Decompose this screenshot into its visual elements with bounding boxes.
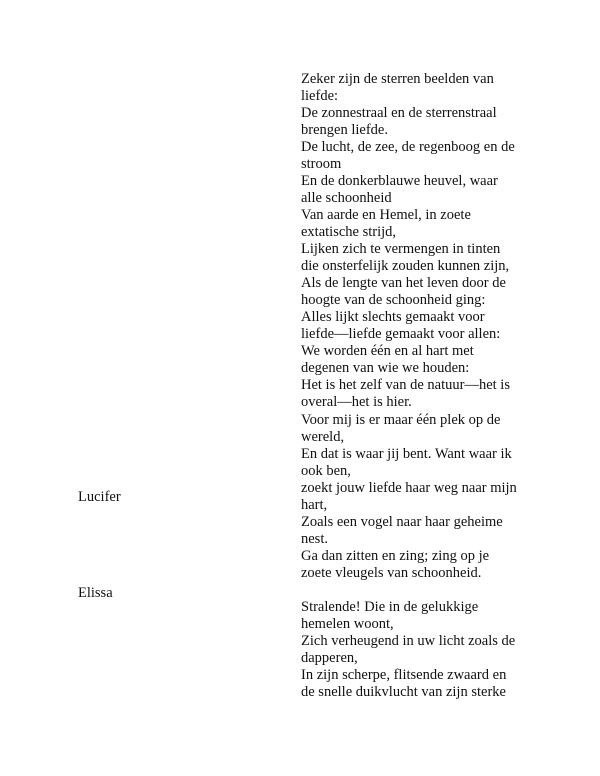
verse-line: Ga dan zitten en zing; zing op je: [301, 548, 490, 564]
verse-line: We worden één en al hart met: [301, 343, 474, 359]
verse-line: Stralende! Die in de gelukkige: [301, 599, 479, 615]
verse-line: wereld,: [301, 429, 345, 445]
verse-line: liefde:: [301, 88, 339, 104]
verse-line: hart,: [301, 497, 328, 513]
verse-line: brengen liefde.: [301, 122, 388, 138]
verse-line: In zijn scherpe, flitsende zwaard en: [301, 667, 507, 683]
verse-line: nest.: [301, 531, 328, 547]
verse-line: Alles lijkt slechts gemaakt voor: [301, 309, 485, 325]
stanza-1: [301, 71, 541, 411]
verse-line: hemelen woont,: [301, 616, 394, 632]
verse-line: stroom: [301, 156, 342, 172]
verse-line: de snelle duikvlucht van zijn sterke: [301, 684, 506, 700]
verse-line: En dat is waar jij bent. Want waar ik: [301, 446, 512, 462]
verse-line: Zeker zijn de sterren beelden van: [301, 71, 494, 87]
verse-line: ook ben,: [301, 463, 351, 479]
verse-line: zoete vleugels van schoonheid.: [301, 565, 482, 581]
verse-line: die onsterfelijk zouden kunnen zijn,: [301, 258, 510, 274]
verse-line: Zich verheugend in uw licht zoals de: [301, 633, 516, 649]
verse-line: hoogte van de schoonheid ging:: [301, 292, 486, 308]
verse-line: Lijken zich te vermengen in tinten: [301, 241, 501, 257]
verse-line: Van aarde en Hemel, in zoete: [301, 207, 471, 223]
verse-line: zoekt jouw liefde haar weg naar mijn: [301, 480, 517, 496]
verse-line: dapperen,: [301, 650, 358, 666]
stanza-2: [301, 412, 541, 582]
verse-line: extatische strijd,: [301, 224, 397, 240]
speaker-elissa: Elissa: [78, 585, 113, 601]
verse-line: Voor mij is er maar één plek op de: [301, 412, 501, 428]
verse-line: Het is het zelf van de natuur—het is: [301, 377, 510, 393]
verse-line: De zonnestraal en de sterrenstraal: [301, 105, 497, 121]
verse-line: Als de lengte van het leven door de: [301, 275, 506, 291]
verse-line: En de donkerblauwe heuvel, waar: [301, 173, 498, 189]
verse-line: degenen van wie we houden:: [301, 360, 470, 376]
verse-line: overal—het is hier.: [301, 394, 412, 410]
speaker-lucifer: Lucifer: [78, 489, 121, 505]
verse-line: Zoals een vogel naar haar geheime: [301, 514, 503, 530]
verse-line: De lucht, de zee, de regenboog en de: [301, 139, 515, 155]
verse-line: liefde—liefde gemaakt voor allen:: [301, 326, 501, 342]
stanza-3: [301, 599, 541, 701]
verse-line: alle schoonheid: [301, 190, 392, 206]
